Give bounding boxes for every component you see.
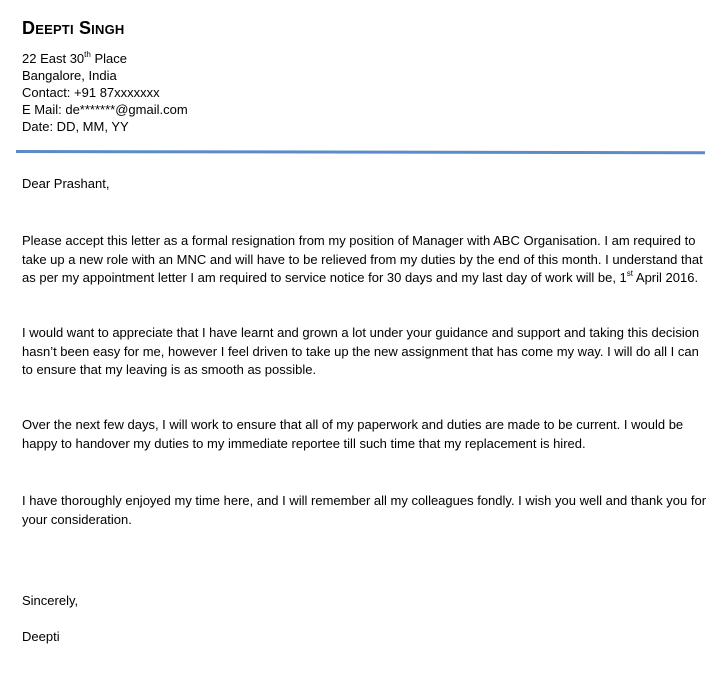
paragraph-2: I would want to appreciate that I have learnt and grown a lot under your guidance and support and taking this decision hasn’t been easy for me, however I feel driven to take up the new assignment that has come my way. I will do all I can to ensure that my leaving is as smooth as possible. [22,325,700,377]
address-line-1 [22,50,188,67]
paragraph-4: I have thoroughly enjoyed my time here, and I will remember all my colleagues fondly. I wish you well and thank you for your consideration. [22,493,707,527]
address-line-1-superscript: th [84,49,91,59]
address-line-2: Bangalore, India [22,68,117,83]
sender-address-block [22,50,188,135]
paragraph-1 [22,232,712,288]
address-line-1-prefix: 22 East 30 [22,51,85,66]
address-line-1-suffix: Place [90,51,127,66]
greeting: Dear Prashant, [22,176,110,191]
signature: Deepti [22,629,60,644]
paragraph-1-tail: April 2016. [633,270,699,285]
paragraph-1-text: Please accept this letter as a formal resignation from my position of Manager with ABC Organisation. I am required to take up a new role with an MNC and will have to be relieved from my duties by the end of this month. I understand that as per my appointment letter I am required to service notice for 30 days and my last day of work will be, 1 [22,233,703,285]
paragraph-1-superscript: st [626,268,634,278]
contact-line: Contact: +91 87xxxxxxx [22,85,160,100]
paragraph-3: Over the next few days, I will work to ensure that all of my paperwork and duties are made to be current. I would be happy to handover my duties to my immediate reportee till such time that my replacement is hired. [22,417,684,451]
closing: Sincerely, [22,593,79,608]
email-line: E Mail: de*******@gmail.com [22,102,188,117]
header-divider [16,150,705,154]
date-line: Date: DD, MM, YY [22,119,129,134]
sender-name: Deepti Singh [22,18,125,38]
